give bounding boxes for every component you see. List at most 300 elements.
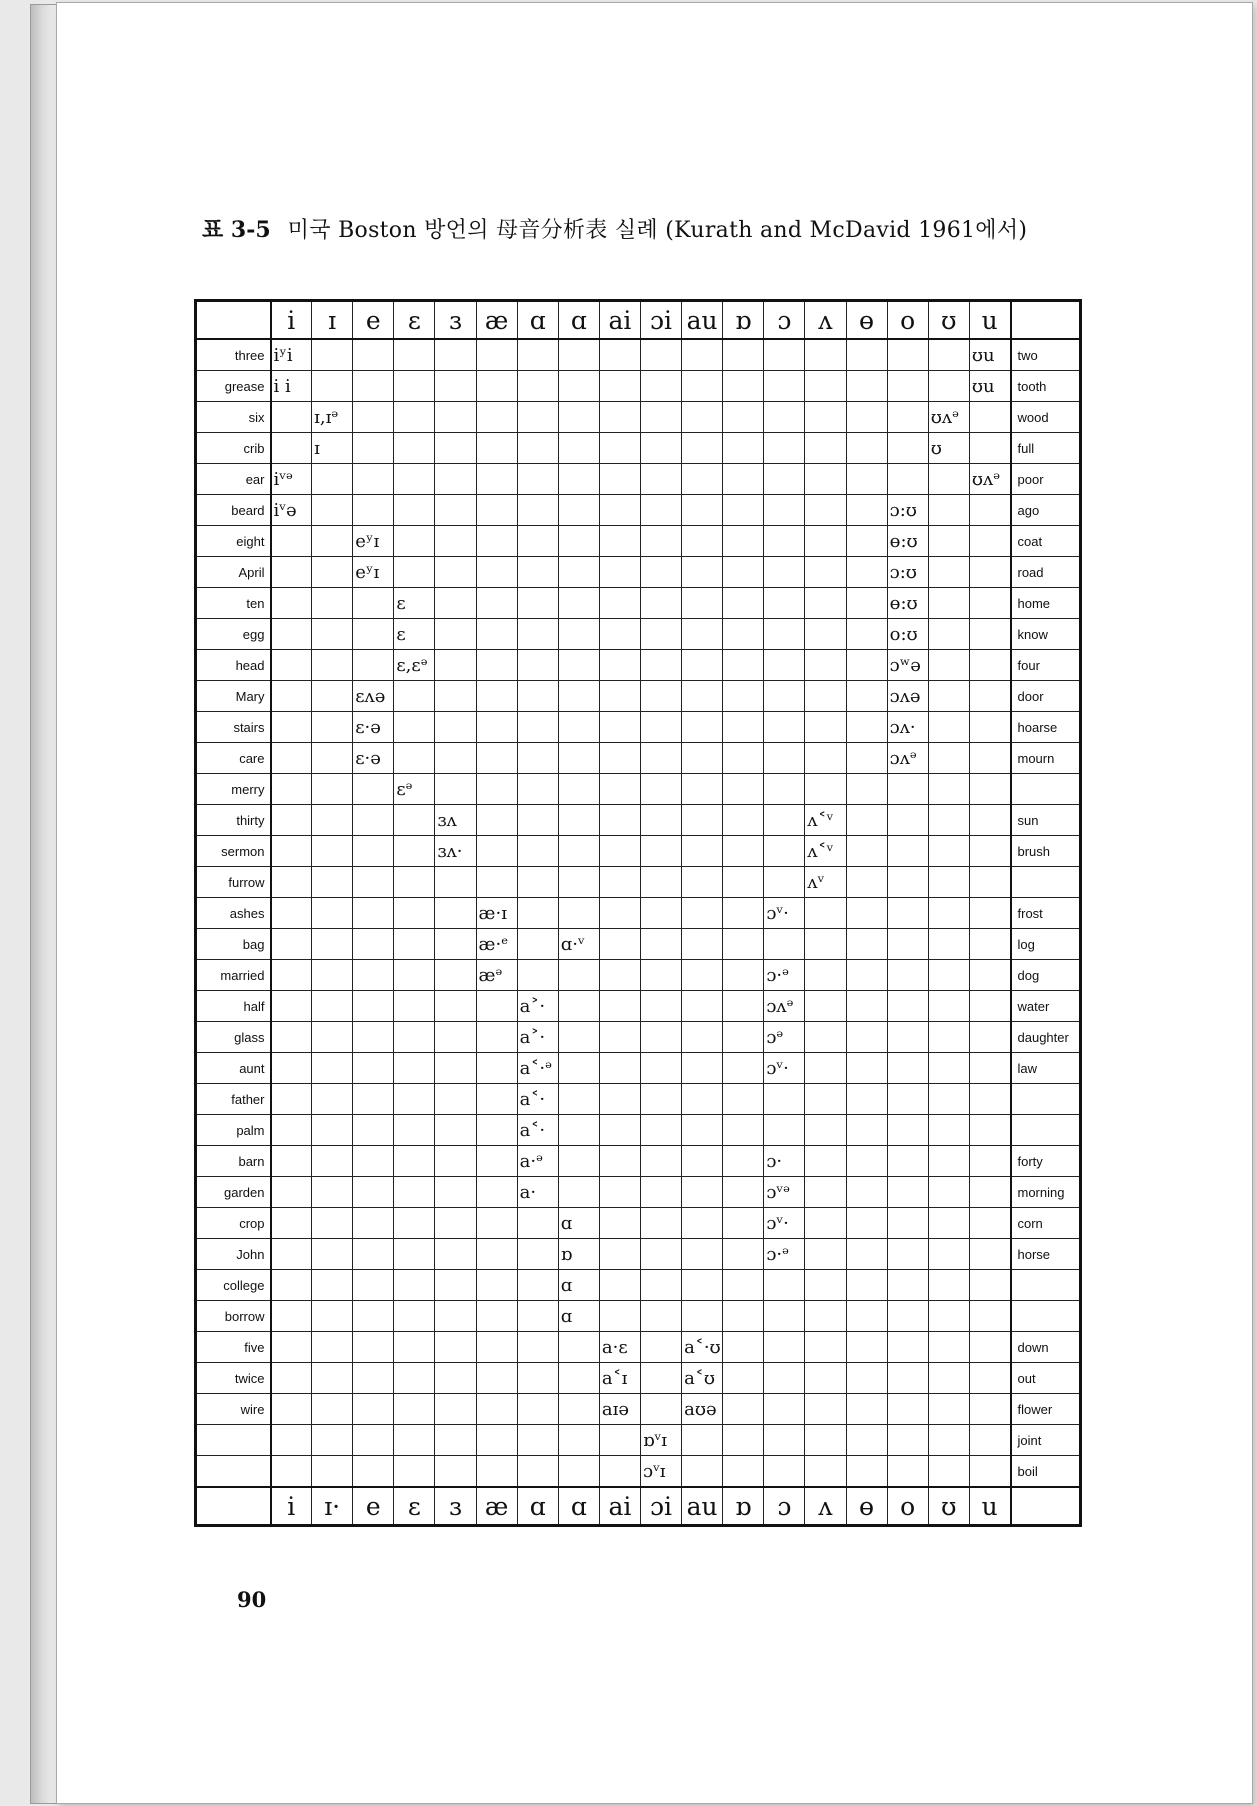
transcription-cell (969, 1177, 1010, 1208)
transcription-cell (640, 1208, 681, 1239)
transcription-cell (435, 650, 476, 681)
left-word: ear (196, 464, 271, 495)
transcription-cell (640, 774, 681, 805)
transcription-cell (271, 402, 312, 433)
transcription-cell (353, 929, 394, 960)
transcription-cell (312, 557, 353, 588)
transcription-cell (682, 619, 723, 650)
transcription-cell (517, 1208, 558, 1239)
transcription-cell (271, 1208, 312, 1239)
vowel-header-row-bottom (196, 1487, 1081, 1526)
transcription-cell (723, 495, 764, 526)
table-row (196, 712, 1081, 743)
transcription-cell (846, 1332, 887, 1363)
left-word: three (196, 339, 271, 371)
transcription-cell (435, 557, 476, 588)
transcription-cell (723, 1456, 764, 1488)
transcription-cell (640, 526, 681, 557)
transcription-cell (476, 805, 517, 836)
transcription-cell (435, 1208, 476, 1239)
transcription-cell (476, 1022, 517, 1053)
transcription-cell (846, 495, 887, 526)
transcription-cell (887, 1332, 928, 1363)
transcription-cell (928, 1208, 969, 1239)
right-word: door (1011, 681, 1081, 712)
transcription-cell (394, 371, 435, 402)
transcription-cell (435, 991, 476, 1022)
transcription-cell (805, 898, 846, 929)
transcription-cell (394, 1456, 435, 1488)
table-row (196, 1208, 1081, 1239)
transcription-cell (682, 464, 723, 495)
transcription-cell (969, 402, 1010, 433)
transcription-cell (394, 805, 435, 836)
transcription-cell (887, 867, 928, 898)
right-word: joint (1011, 1425, 1081, 1456)
transcription-cell (805, 1115, 846, 1146)
transcription-cell (723, 1084, 764, 1115)
transcription-cell (394, 1115, 435, 1146)
transcription-cell (805, 402, 846, 433)
transcription-cell (476, 402, 517, 433)
transcription-cell (599, 1053, 640, 1084)
left-word: half (196, 991, 271, 1022)
transcription-cell: ɔᵛɪ (640, 1456, 681, 1488)
transcription-cell (969, 712, 1010, 743)
transcription-cell (928, 1363, 969, 1394)
transcription-cell (353, 1177, 394, 1208)
transcription-cell (846, 681, 887, 712)
transcription-cell (271, 1022, 312, 1053)
transcription-cell (271, 712, 312, 743)
transcription-cell (394, 836, 435, 867)
transcription-cell (599, 1084, 640, 1115)
transcription-cell (312, 619, 353, 650)
transcription-cell (312, 1146, 353, 1177)
vowel-header-cell: ɛ (394, 1487, 435, 1526)
transcription-cell (558, 1394, 599, 1425)
transcription-cell (271, 867, 312, 898)
transcription-cell: ɔᵊ (764, 1022, 805, 1053)
left-word: borrow (196, 1301, 271, 1332)
transcription-cell (312, 1084, 353, 1115)
transcription-cell (394, 1394, 435, 1425)
transcription-cell (599, 1239, 640, 1270)
transcription-cell (640, 339, 681, 371)
right-word: coat (1011, 526, 1081, 557)
vowel-header-cell: ɔ (764, 1487, 805, 1526)
transcription-cell (353, 464, 394, 495)
transcription-cell (887, 1146, 928, 1177)
corner-cell (1011, 301, 1081, 340)
transcription-cell (805, 991, 846, 1022)
transcription-cell (394, 712, 435, 743)
transcription-cell (969, 495, 1010, 526)
transcription-cell (394, 1239, 435, 1270)
left-word: glass (196, 1022, 271, 1053)
transcription-cell (764, 1270, 805, 1301)
transcription-cell (312, 1239, 353, 1270)
transcription-cell (928, 1394, 969, 1425)
transcription-cell (846, 1456, 887, 1488)
transcription-cell (435, 495, 476, 526)
transcription-cell (517, 650, 558, 681)
transcription-cell (969, 433, 1010, 464)
transcription-cell (394, 960, 435, 991)
transcription-cell (640, 1177, 681, 1208)
transcription-cell (887, 433, 928, 464)
transcription-cell: ʌ˂ᵛ (805, 836, 846, 867)
transcription-cell: ɒᵛɪ (640, 1425, 681, 1456)
transcription-cell (599, 402, 640, 433)
transcription-cell (928, 929, 969, 960)
transcription-cell (271, 650, 312, 681)
transcription-cell (764, 339, 805, 371)
transcription-cell (640, 712, 681, 743)
transcription-cell (599, 557, 640, 588)
right-word: two (1011, 339, 1081, 371)
transcription-cell (271, 774, 312, 805)
transcription-cell (846, 1208, 887, 1239)
transcription-cell (476, 1332, 517, 1363)
transcription-cell (312, 650, 353, 681)
transcription-cell: ʊᴧᵊ (928, 402, 969, 433)
transcription-cell (353, 1332, 394, 1363)
transcription-cell: ʊᴧᵊ (969, 464, 1010, 495)
transcription-cell (640, 1053, 681, 1084)
transcription-cell (599, 1456, 640, 1488)
transcription-cell (476, 1363, 517, 1394)
right-word: boil (1011, 1456, 1081, 1488)
transcription-cell (846, 836, 887, 867)
transcription-cell (682, 1425, 723, 1456)
transcription-cell (805, 339, 846, 371)
transcription-cell (599, 464, 640, 495)
transcription-cell (353, 991, 394, 1022)
transcription-cell (846, 1270, 887, 1301)
transcription-cell: ɪ,ɪᵊ (312, 402, 353, 433)
transcription-cell (764, 433, 805, 464)
left-word: five (196, 1332, 271, 1363)
transcription-cell (764, 402, 805, 433)
transcription-cell (764, 619, 805, 650)
transcription-cell (805, 1394, 846, 1425)
transcription-cell (846, 402, 887, 433)
corner-cell (196, 1487, 271, 1526)
transcription-cell (969, 1456, 1010, 1488)
transcription-cell (312, 681, 353, 712)
transcription-cell (312, 1022, 353, 1053)
transcription-cell (682, 1208, 723, 1239)
transcription-cell (928, 619, 969, 650)
transcription-cell (969, 1146, 1010, 1177)
transcription-cell (887, 805, 928, 836)
transcription-cell (969, 1053, 1010, 1084)
transcription-cell (353, 650, 394, 681)
left-word: crop (196, 1208, 271, 1239)
transcription-cell (805, 960, 846, 991)
transcription-cell (805, 557, 846, 588)
transcription-cell (887, 774, 928, 805)
left-word: palm (196, 1115, 271, 1146)
transcription-cell (435, 1115, 476, 1146)
transcription-cell (723, 1301, 764, 1332)
transcription-cell: ɜᴧ (435, 805, 476, 836)
left-word: eight (196, 526, 271, 557)
transcription-cell (517, 836, 558, 867)
transcription-cell (764, 743, 805, 774)
right-word: know (1011, 619, 1081, 650)
transcription-cell (312, 526, 353, 557)
transcription-cell (558, 495, 599, 526)
transcription-cell (353, 339, 394, 371)
transcription-cell (353, 433, 394, 464)
transcription-cell (723, 526, 764, 557)
left-word: college (196, 1270, 271, 1301)
table-row (196, 339, 1081, 371)
transcription-cell (887, 1394, 928, 1425)
left-word: head (196, 650, 271, 681)
transcription-cell (394, 681, 435, 712)
transcription-cell: ɛᴧə (353, 681, 394, 712)
transcription-cell (682, 991, 723, 1022)
right-word: corn (1011, 1208, 1081, 1239)
transcription-cell (846, 526, 887, 557)
transcription-cell: iᵛə (271, 495, 312, 526)
transcription-cell (558, 1053, 599, 1084)
right-word (1011, 1301, 1081, 1332)
transcription-cell (723, 836, 764, 867)
vowel-header-cell: e (353, 301, 394, 340)
transcription-cell (599, 1208, 640, 1239)
left-word: stairs (196, 712, 271, 743)
transcription-cell (312, 867, 353, 898)
transcription-cell: a·ɛ (599, 1332, 640, 1363)
vowel-header-cell: ɑ (517, 301, 558, 340)
transcription-cell (764, 526, 805, 557)
vowel-header-cell: ɛ (394, 301, 435, 340)
transcription-cell (805, 1456, 846, 1488)
transcription-cell (558, 1177, 599, 1208)
right-word: forty (1011, 1146, 1081, 1177)
transcription-cell (846, 1146, 887, 1177)
transcription-cell: ɔ:ʊ (887, 557, 928, 588)
transcription-cell (517, 929, 558, 960)
transcription-cell (312, 1115, 353, 1146)
transcription-cell: ɛᵊ (394, 774, 435, 805)
transcription-cell (887, 960, 928, 991)
transcription-cell (640, 681, 681, 712)
transcription-cell (558, 371, 599, 402)
transcription-cell (271, 433, 312, 464)
table-row (196, 1177, 1081, 1208)
transcription-cell (517, 743, 558, 774)
transcription-cell (764, 588, 805, 619)
transcription-cell (312, 1332, 353, 1363)
vowel-header-cell: ɒ (723, 1487, 764, 1526)
transcription-cell (476, 588, 517, 619)
transcription-cell (435, 1084, 476, 1115)
transcription-cell (887, 371, 928, 402)
transcription-cell (640, 619, 681, 650)
transcription-cell (969, 867, 1010, 898)
transcription-cell (682, 1146, 723, 1177)
transcription-cell (476, 1394, 517, 1425)
transcription-cell (805, 1270, 846, 1301)
left-word: aunt (196, 1053, 271, 1084)
transcription-cell (682, 681, 723, 712)
transcription-cell (846, 650, 887, 681)
transcription-cell (476, 1053, 517, 1084)
transcription-cell (723, 402, 764, 433)
transcription-cell (435, 433, 476, 464)
transcription-cell: ɑ·ᵛ (558, 929, 599, 960)
transcription-cell: a˂ʊ (682, 1363, 723, 1394)
transcription-cell (723, 867, 764, 898)
transcription-cell: a˃· (517, 1022, 558, 1053)
transcription-cell (723, 774, 764, 805)
right-word: daughter (1011, 1022, 1081, 1053)
transcription-cell: a˂· (517, 1115, 558, 1146)
transcription-cell (682, 1115, 723, 1146)
transcription-cell (805, 774, 846, 805)
transcription-cell (887, 1270, 928, 1301)
transcription-cell (723, 371, 764, 402)
vowel-header-cell: ɵ (846, 301, 887, 340)
transcription-cell (312, 371, 353, 402)
transcription-cell (312, 712, 353, 743)
transcription-cell (394, 433, 435, 464)
transcription-cell (476, 743, 517, 774)
left-word: sermon (196, 836, 271, 867)
transcription-cell (682, 1084, 723, 1115)
transcription-cell (517, 1363, 558, 1394)
transcription-cell (928, 339, 969, 371)
transcription-cell (969, 1084, 1010, 1115)
transcription-cell (476, 1270, 517, 1301)
transcription-cell (640, 836, 681, 867)
vowel-header-cell: ɪ (312, 301, 353, 340)
transcription-cell (846, 712, 887, 743)
transcription-cell (846, 991, 887, 1022)
transcription-cell (928, 960, 969, 991)
transcription-cell (928, 588, 969, 619)
transcription-cell (271, 836, 312, 867)
transcription-cell (928, 1146, 969, 1177)
transcription-cell (640, 1301, 681, 1332)
transcription-cell (353, 1301, 394, 1332)
right-word: four (1011, 650, 1081, 681)
vowel-header-cell: u (969, 1487, 1010, 1526)
transcription-cell (846, 1177, 887, 1208)
transcription-cell (353, 898, 394, 929)
transcription-cell (969, 1115, 1010, 1146)
transcription-cell (517, 464, 558, 495)
left-word (196, 1425, 271, 1456)
transcription-cell (271, 1239, 312, 1270)
transcription-cell: a˂·ᵊ (517, 1053, 558, 1084)
transcription-cell (928, 743, 969, 774)
left-word: married (196, 960, 271, 991)
transcription-cell (846, 1115, 887, 1146)
transcription-cell (640, 1363, 681, 1394)
transcription-cell (805, 1332, 846, 1363)
transcription-cell (682, 1301, 723, 1332)
transcription-cell (640, 464, 681, 495)
transcription-cell (476, 371, 517, 402)
transcription-cell (271, 526, 312, 557)
transcription-cell (394, 1053, 435, 1084)
transcription-cell (353, 1363, 394, 1394)
transcription-cell (353, 867, 394, 898)
transcription-cell (764, 1115, 805, 1146)
transcription-cell (887, 929, 928, 960)
transcription-cell (435, 1177, 476, 1208)
transcription-cell (312, 1270, 353, 1301)
transcription-cell (558, 1115, 599, 1146)
transcription-cell (928, 1239, 969, 1270)
transcription-cell (517, 774, 558, 805)
table-row (196, 805, 1081, 836)
right-word: brush (1011, 836, 1081, 867)
transcription-cell (805, 1363, 846, 1394)
transcription-cell (394, 495, 435, 526)
left-word (196, 1456, 271, 1488)
right-word: sun (1011, 805, 1081, 836)
transcription-cell (969, 588, 1010, 619)
transcription-cell (271, 960, 312, 991)
transcription-cell (271, 1115, 312, 1146)
transcription-cell (476, 650, 517, 681)
transcription-cell (969, 1239, 1010, 1270)
transcription-cell (682, 898, 723, 929)
right-word: horse (1011, 1239, 1081, 1270)
transcription-cell (435, 1332, 476, 1363)
transcription-cell (764, 1301, 805, 1332)
left-word: wire (196, 1394, 271, 1425)
left-word: garden (196, 1177, 271, 1208)
transcription-cell: ɛ (394, 588, 435, 619)
transcription-cell (558, 867, 599, 898)
transcription-cell (517, 526, 558, 557)
transcription-cell (764, 836, 805, 867)
transcription-cell: ʊu (969, 339, 1010, 371)
table-row (196, 1456, 1081, 1488)
transcription-cell (476, 1456, 517, 1488)
transcription-cell (353, 1053, 394, 1084)
transcription-cell (682, 402, 723, 433)
transcription-cell (846, 774, 887, 805)
right-word (1011, 1270, 1081, 1301)
right-word (1011, 774, 1081, 805)
transcription-cell (476, 526, 517, 557)
table-row (196, 619, 1081, 650)
transcription-cell (805, 619, 846, 650)
transcription-cell (353, 960, 394, 991)
transcription-cell (640, 867, 681, 898)
table-row (196, 929, 1081, 960)
transcription-cell (353, 1084, 394, 1115)
transcription-cell (312, 588, 353, 619)
transcription-cell: ʌ˂ᵛ (805, 805, 846, 836)
transcription-cell (969, 526, 1010, 557)
transcription-cell (764, 650, 805, 681)
transcription-cell (394, 743, 435, 774)
transcription-cell (846, 929, 887, 960)
transcription-cell (271, 588, 312, 619)
transcription-cell (969, 557, 1010, 588)
transcription-cell: ɵ:ʊ (887, 588, 928, 619)
